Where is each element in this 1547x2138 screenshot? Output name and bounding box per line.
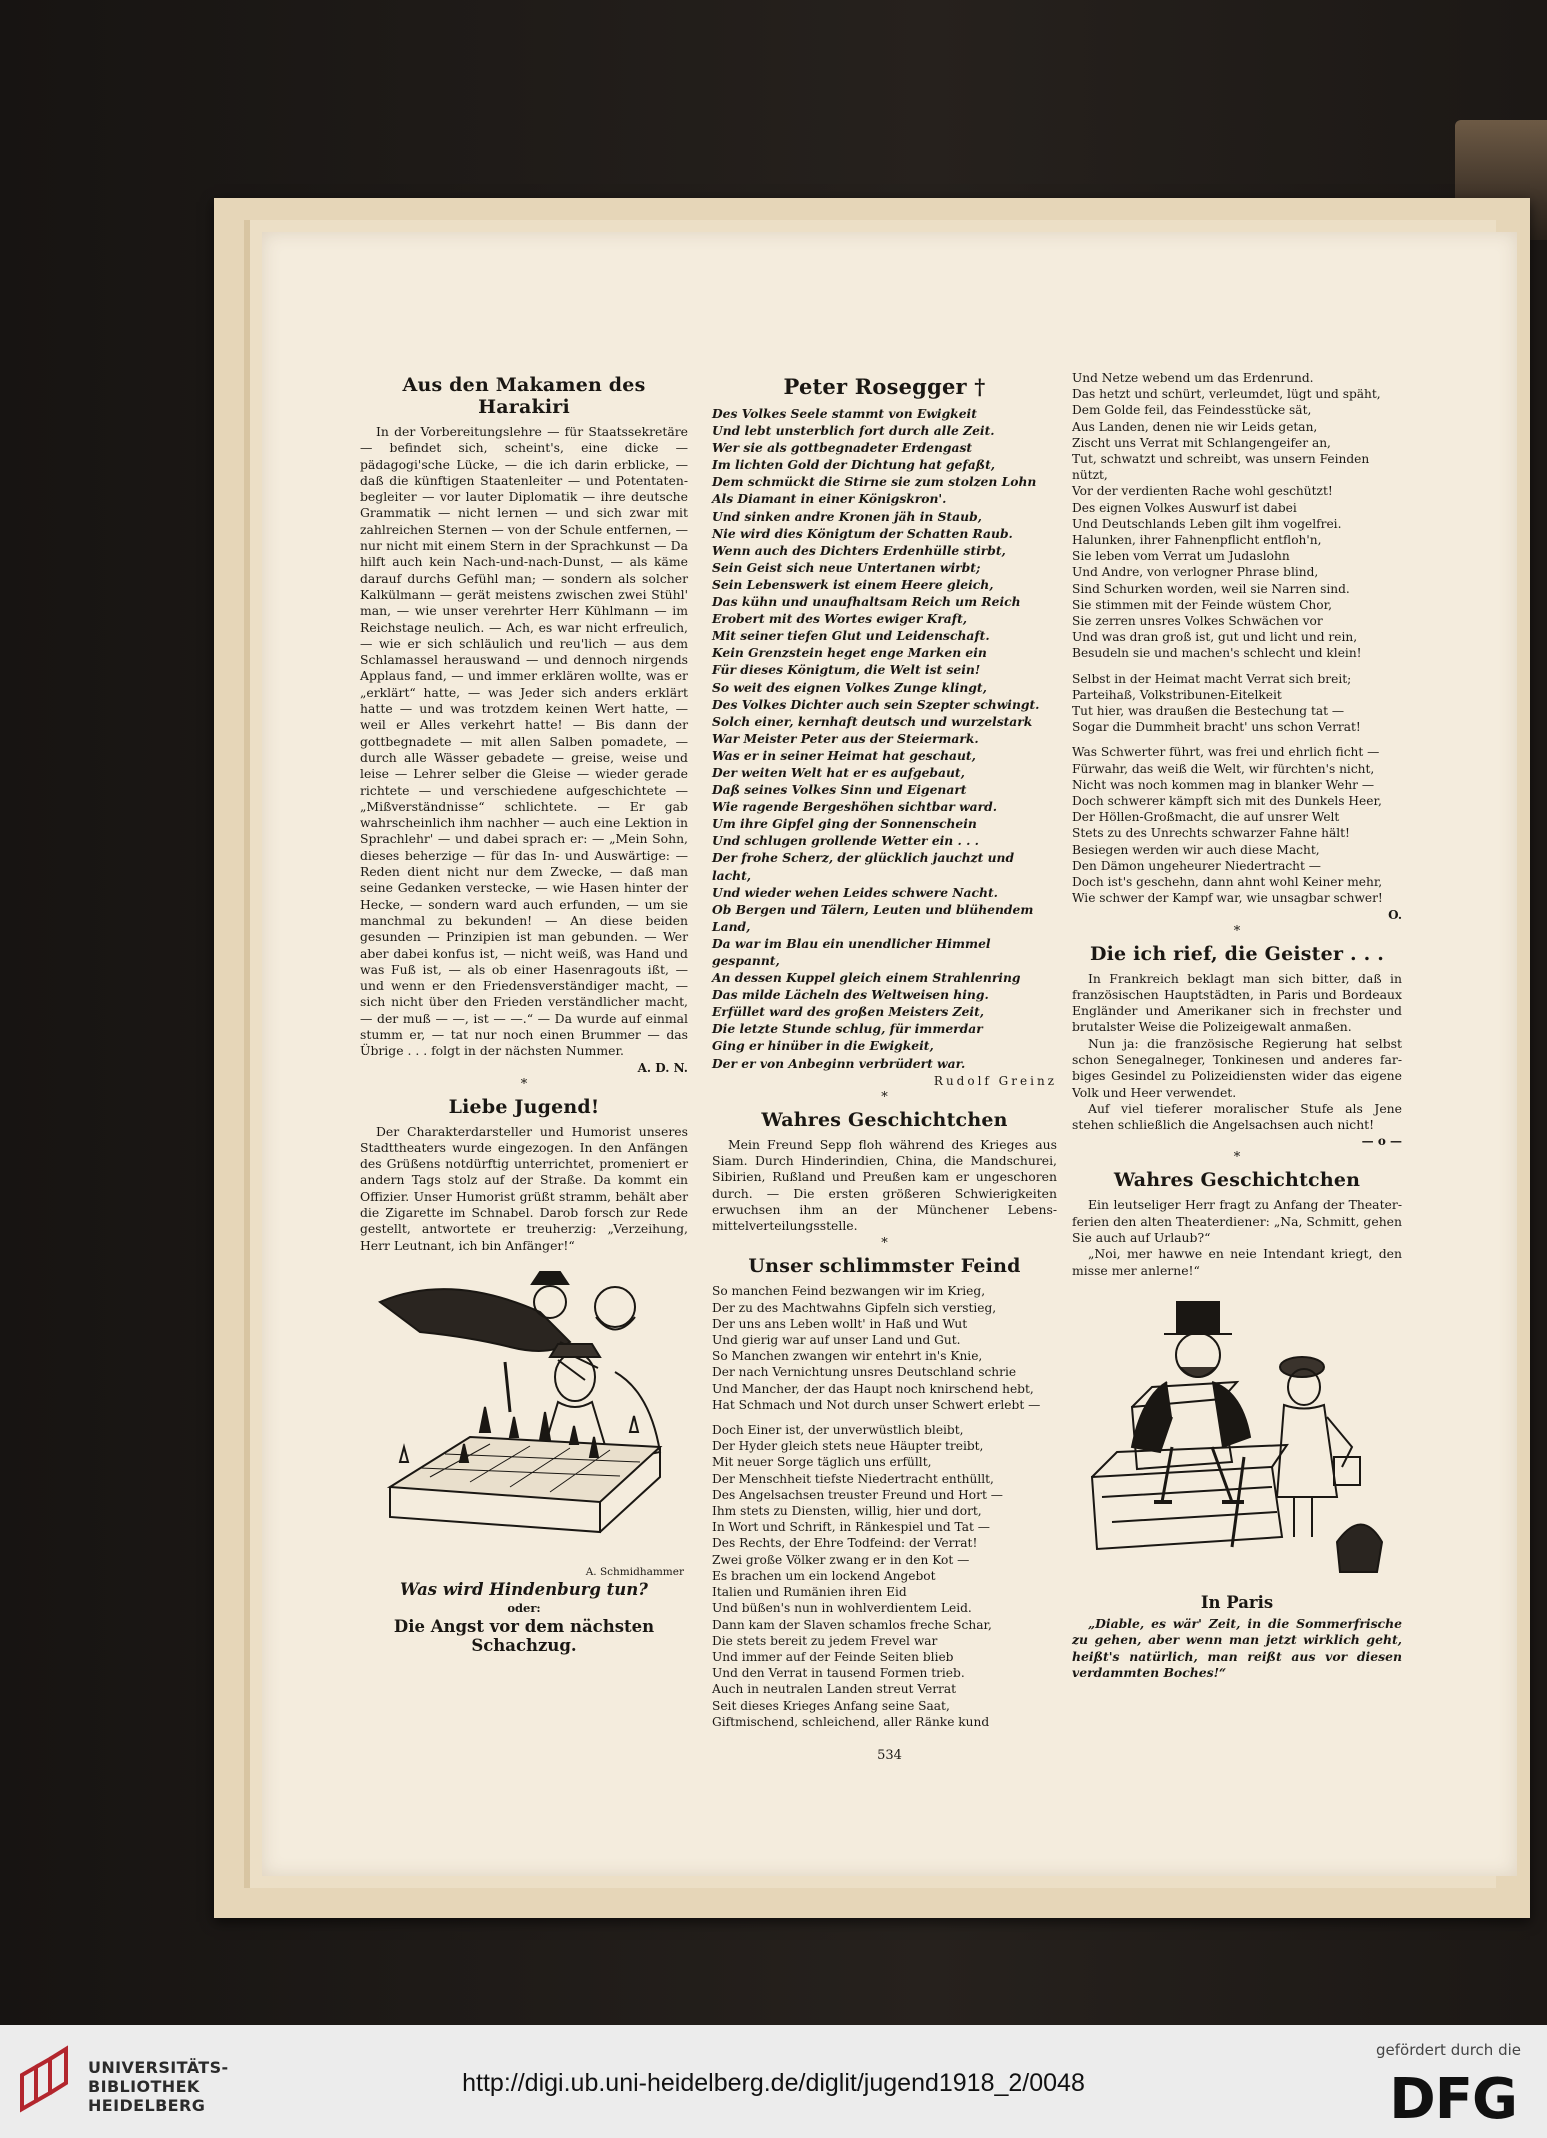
poem-line: Sein Lebenswerk ist einem Heere gleich, <box>712 576 994 592</box>
poem-line: War Meister Peter aus der Steiermark. <box>712 730 979 746</box>
poem-line: Und schlugen grollende Wetter ein . . . <box>712 833 979 849</box>
poem-line: Wie schwer der Kampf war, wie unsagbar schwer! <box>1072 891 1383 906</box>
article-title: Wahres Geschichtchen <box>761 1108 1008 1131</box>
poem-line: Der uns ans Leben wollt' in Haß und Wut <box>712 1316 968 1331</box>
poem-line: Giftmischend, schleichend, aller Ränke kund <box>712 1714 990 1729</box>
university-library-name[interactable]: UNIVERSITÄTS- BIBLIOTHEK HEIDELBERG <box>88 2058 229 2115</box>
poem-line: Des Angelsachsen treuster Freund und Hort — <box>712 1487 1003 1502</box>
poem-line: Der weiten Welt hat er es aufgebaut, <box>712 764 965 780</box>
poem-line: Der nach Vernichtung unsres Deutschland schrie <box>712 1365 1017 1380</box>
column-middle <box>712 370 1057 1730</box>
poem-line: Vor der verdienten Rache wohl geschützt! <box>1072 484 1333 499</box>
poem-line: Daß seines Volkes Sinn und Eigenart <box>712 782 967 798</box>
poem-line: Im lichten Gold der Dichtung hat gefaßt, <box>712 457 996 473</box>
poem-line: Ging er hinüber in die Ewigkeit, <box>712 1038 934 1054</box>
poem-line: Der Menschheit tiefste Niedertracht enthüllt, <box>712 1471 994 1486</box>
poem-line: Mit neuer Sorge täglich uns erfüllt, <box>712 1455 932 1470</box>
page-number: 534 <box>877 1748 902 1763</box>
viewer-footer <box>0 2025 1547 2138</box>
poem-line: Und Netze webend um das Erdenrund. <box>1072 371 1314 385</box>
poem-line: Aus Landen, denen nie wir Leids getan, <box>1072 419 1318 434</box>
poem-line: Das kühn und unaufhaltsam Reich um Reich <box>712 594 1021 610</box>
poem-line: Doch schwerer kämpft sich mit des Dunkels Heer, <box>1072 794 1382 809</box>
poem-line: Das milde Lächeln des Weltweisen hing. <box>712 987 989 1003</box>
poem-line: Und was dran groß ist, gut und licht und rein, <box>1072 630 1358 645</box>
article-body: In der Vorbereitungslehre — für Staatssekretäre — befindet sich, scheint's, eine dicke — pädagogi'sche Lücke, — die ich darin erblicke, — daß die künftigen Staatenleiter — und Potentatenbegleiter — vor lauter Diplomatik — ihre deutsche Grammatik — nicht lernen — und sich zwar mit zahlreichen Sternen — von der Schule entfernen, — nur nicht mit einem Stern in der Sprachkunst — Da hilft auch kein Nach-und-nach-Dunst, — als käme darauf durchs Gefühl man; — sondern als solcher Kalkülmann — gerät meistens zwischen zwei Stühl' man, — wie unser verehrter Herr Kühlmann — im Reichstage neulich. — Ach, es war nicht erfreulich, — wie er sich schläulich und reu'lich — aus dem Schlamassel herauswand — und dennoch nirgends Applaus fand, — und immer erklären wollte, was er „erklärt“ hatte, — was Jeder sich anders erklärt hatte — und was trotzdem keinen Wert hatte, — weil er Alles verkehrt hatte! — Bis dann der gottbegnadete — mit allen Salben pomadete, — durch alle Wässer gebadete — greise, weise und leise — Lehrer selber die Gleise — wieder gerade richtete — und verschiedene aufgeschichtete — „Mißverständnisse“ schlichtete. — Er gab wahrscheinlich ihm nachher — auch eine Lektion in Sprachlehr' — und dabei sprach er: — „Mein Sohn, dieses beherzige — für das In- und Auswärtige: — Reden dient nicht nur dem Zwecke, — daß man seine Gedanken verstecke, — wie Hasen hinter der Hecke, — sondern ward auch erfunden, — um sie manchmal zu bekunden! — An diese beiden gesunden — Prinzipien ist man gebunden. — Wer aber dabei konfus ist, — nicht weiß, was Hand und was Fuß ist, — als ob einer Hasenragouts ißt, — und wenn er den Friedensverständiger macht, — sich nicht über den Frieden verständlicher macht, — der muß — —, ist — —.“ — Da wurde auf einmal stumm er, — tat nur noch einen Brummer — das Übrige . . . folgt in der nächsten Nummer. <box>360 424 688 1059</box>
poem-line: Parteihaß, Volkstribunen-Eitelkeit <box>1072 687 1282 702</box>
poem-line: So manchen Feind bezwangen wir im Krieg, <box>712 1284 986 1299</box>
paris-illustration <box>1072 1287 1402 1591</box>
poem-line: Doch ist's geschehn, dann ahnt wohl Keiner mehr, <box>1072 875 1383 890</box>
poem-line: Sie leben vom Verrat um Judaslohn <box>1072 549 1290 564</box>
poem-line: Der frohe Scherz, der glücklich jauchzt und lacht, <box>712 850 1015 883</box>
illustration-caption: In Paris <box>1200 1592 1274 1612</box>
article-signature: A. D. N. <box>637 1060 688 1075</box>
poem-line: Wenn auch des Dichters Erdenhülle stirbt, <box>712 542 1006 558</box>
poem-line: Der Hyder gleich stets neue Häupter treibt, <box>712 1439 984 1454</box>
illustration-caption-text: „Diable, es wär' Zeit, in die Sommerfrische zu gehen, aber wenn man jetzt wirklich geht, heißt's natürlich, man reißt aus vor diesen verdammten Boches!“ <box>1072 1615 1402 1680</box>
poem-stanza <box>1072 671 1402 736</box>
poem-line: Der Höllen-Großmacht, die auf unsrer Welt <box>1072 810 1340 825</box>
article-title: Die ich rief, die Geister . . . <box>1089 942 1385 965</box>
poem-line: Und sinken andre Kronen jäh in Staub, <box>712 508 982 524</box>
poem-line: Ob Bergen und Tälern, Leuten und blühendem Land, <box>712 901 1034 934</box>
poem-line: Seit dieses Krieges Anfang seine Saat, <box>712 1698 950 1713</box>
poem-line: Mit seiner tiefen Glut und Leidenschaft. <box>712 628 990 644</box>
separator-star: * <box>881 1236 888 1252</box>
article-signature: — o — <box>1361 1134 1402 1149</box>
illustration-caption-connector: oder: <box>507 1600 541 1615</box>
separator-star: * <box>1233 923 1241 939</box>
poem-line: Doch Einer ist, der unverwüstlich bleibt, <box>712 1423 964 1438</box>
poem-line: Sie zerren unsres Volkes Schwächen vor <box>1072 614 1323 629</box>
poem-line: Der er von Anbeginn verbrüdert war. <box>712 1055 966 1071</box>
separator-star: * <box>1233 1150 1241 1166</box>
poem-line: Dem schmückt die Stirne sie zum stolzen Lohn <box>712 474 1037 490</box>
article-title: Liebe Jugend! <box>448 1095 600 1118</box>
poem-line: Der zu des Machtwahns Gipfeln sich verstieg, <box>712 1300 997 1315</box>
poem-line: Die letzte Stunde schlug, für immerdar <box>712 1021 983 1037</box>
poem-line: Die stets bereit zu jedem Frevel war <box>712 1633 938 1648</box>
poem-line: Sogar die Dummheit bracht' uns schon Verrat! <box>1072 720 1361 735</box>
poem-body <box>712 405 1057 1072</box>
poem-title: Peter Rosegger † <box>783 374 986 399</box>
poem-stanza <box>712 1283 1057 1413</box>
poem-line: Was Schwerter führt, was frei und ehrlich ficht — <box>1072 745 1380 760</box>
poem-line: Zischt uns Verrat mit Schlangengeifer an, <box>1072 435 1331 450</box>
illustration-caption: Was wird Hindenburg tun? <box>400 1579 648 1599</box>
poem-line: Und den Verrat in tausend Formen trieb. <box>712 1666 965 1681</box>
separator-star: * <box>881 1089 888 1105</box>
poem-line: Nicht was noch kommen mag in blanker Wehr — <box>1072 777 1375 792</box>
article-title: Aus den Makamen des Harakiri <box>402 374 646 418</box>
poem-line: Sie stimmen mit der Feinde wüstem Chor, <box>1072 597 1332 612</box>
poem-line: Des Volkes Seele stammt von Ewigkeit <box>712 406 977 421</box>
poem-line: Besudeln sie und machen's schlecht und klein! <box>1072 646 1362 661</box>
poem-line: Was er in seiner Heimat hat geschaut, <box>712 747 976 763</box>
poem-line: Für dieses Königtum, die Welt ist sein! <box>712 662 981 678</box>
poem-line: Das hetzt und schürt, verleumdet, lügt und späht, <box>1072 387 1381 402</box>
poem-line: Und wieder wehen Leides schwere Nacht. <box>712 884 998 900</box>
poem-line: Solch einer, kernhaft deutsch und wurzelstark <box>712 713 1033 729</box>
poem-line: An dessen Kuppel gleich einem Strahlenring <box>712 970 1021 986</box>
poem-line: Tut hier, was draußen die Bestechung tat — <box>1072 704 1345 719</box>
artist-credit: A. Schmidhammer <box>585 1565 684 1578</box>
poem-line: Und gierig war auf unser Land und Gut. <box>712 1333 961 1348</box>
paris-drawing <box>1072 1287 1402 1587</box>
chess-drawing <box>360 1262 688 1562</box>
poem-title: Unser schlimmster Feind <box>748 1255 1021 1278</box>
poem-line: Tut, schwatzt und schreibt, was unsern Feinden nützt, <box>1072 452 1370 483</box>
article-body: In Frankreich beklagt man sich bitter, daß in französischen Hauptstädten, in Paris und Bordeaux Engländer und Amerikaner sich in frechster und brutalster Weise die Polizeigewalt anmaßen. Nun ja: die französische Regierung hat selbst schon Senegalneger, Tonkinesen und anderes farbiges Gesindel zu Polizeidiensten wider das eigene Volk und Heer verwendet. Auf viel tieferer moralischer Stufe als Jene stehen schließlich die Angelsachsen auch nicht! <box>1072 970 1402 1133</box>
permalink-url[interactable]: http://digi.ub.uni-heidelberg.de/diglit/jugend1918_2/0048 <box>462 2069 1085 2097</box>
article-title: Wahres Geschichtchen <box>1113 1169 1361 1192</box>
poem-line: Des eignen Volkes Auswurf ist dabei <box>1072 500 1297 515</box>
poem-line: Zwei große Völker zwang er in den Kot — <box>712 1552 970 1567</box>
poem-author: Rudolf Greinz <box>933 1073 1057 1088</box>
poem-line: Besiegen werden wir auch diese Macht, <box>1072 842 1320 857</box>
magazine-page <box>262 232 1517 1876</box>
poem-line: Ihm stets zu Diensten, willig, hier und dort, <box>712 1504 982 1519</box>
poem-line: Sein Geist sich neue Untertanen wirbt; <box>712 559 981 575</box>
poem-line: Da war im Blau ein unendlicher Himmel gespannt, <box>712 935 991 968</box>
poem-line: Und Deutschlands Leben gilt ihm vogelfrei. <box>1072 516 1342 531</box>
column-right <box>1072 370 1402 1681</box>
poem-signature: O. <box>1388 907 1402 922</box>
poem-line: Erfüllet ward des großen Meisters Zeit, <box>712 1004 985 1020</box>
poem-line: Kein Grenzstein heget enge Marken ein <box>712 645 987 661</box>
article-body: Mein Freund Sepp floh während des Krieges aus Siam. Durch Hinderindien, China, die Mandschurei, Sibirien, Rußland und Preußen kam er ungeschoren durch. — Die ersten größeren Schwierigkeiten erwuchsen ihm an der Münchener Lebensmittelverteilungsstelle. <box>712 1136 1057 1234</box>
poem-line: Und immer auf der Feinde Seiten blieb <box>712 1649 954 1664</box>
poem-line: Halunken, ihrer Fahnenpflicht entfloh'n, <box>1072 533 1322 548</box>
poem-line: Es brachen um ein lockend Angebot <box>712 1568 936 1583</box>
funding-note: gefördert durch die <box>1376 2041 1521 2059</box>
dfg-logo[interactable]: DFG <box>1389 2067 1517 2132</box>
poem-line: Italien und Rumänien ihren Eid <box>712 1585 907 1600</box>
column-left <box>360 370 688 1655</box>
poem-stanza <box>712 1422 1057 1730</box>
poem-line: In Wort und Schrift, in Ränkespiel und Tat — <box>712 1520 990 1535</box>
poem-line: Dann kam der Slaven schamlos freche Schar, <box>712 1617 992 1632</box>
article-body: Ein leutseliger Herr fragt zu Anfang der Theaterferien den alten Theaterdiener: „Na, Schmitt, gehen Sie auch auf Urlaub?“ „Noi, mer hawwe en neie Intendant kriegt, den misse mer anlerne!“ <box>1072 1197 1402 1278</box>
poem-line: Wer sie als gottbegnadeter Erdengast <box>712 440 973 456</box>
poem-line: Hat Schmach und Not durch unser Schwert erlebt — <box>712 1397 1041 1412</box>
poem-line: So Manchen zwangen wir entehrt in's Knie, <box>712 1349 983 1364</box>
poem-line: Auch in neutralen Landen streut Verrat <box>712 1682 957 1697</box>
poem-line: Und büßen's nun in wohlverdientem Leid. <box>712 1601 972 1616</box>
poem-line: Und Mancher, der das Haupt noch knirschend hebt, <box>712 1381 1034 1396</box>
poem-line: Und lebt unsterblich fort durch alle Zeit. <box>712 423 995 439</box>
poem-line: Den Dämon ungeheurer Niedertracht — <box>1072 858 1321 873</box>
separator-star: * <box>520 1076 528 1092</box>
poem-line: Dem Golde feil, das Feindesstücke sät, <box>1072 403 1312 418</box>
poem-line: Nie wird dies Königtum der Schatten Raub. <box>712 525 1013 541</box>
poem-line: Stets zu des Unrechts schwarzer Fahne hält! <box>1072 826 1350 841</box>
article-body: Der Charakterdarsteller und Humorist unseres Stadttheaters wurde eingezogen. In den Anfängen des Grüßens notdürftig unterrichtet, promeniert er andern Tags stolz auf der Straße. Da kommt ein Offizier. Unser Humorist grüßt stramm, behält aber die Zigarette im Schnabel. Darob forsch zur Rede gestellt, antwortete er treuherzig: „Verzeihung, Herr Leutnant, ich bin Anfänger!“ <box>360 1123 688 1253</box>
poem-line: Erobert mit des Wortes ewiger Kraft, <box>712 611 968 627</box>
poem-line: Und Andre, von verlogner Phrase blind, <box>1072 565 1319 580</box>
poem-line: Um ihre Gipfel ging der Sonnenschein <box>712 816 977 832</box>
poem-line: Selbst in der Heimat macht Verrat sich breit; <box>1072 671 1352 686</box>
poem-line: Fürwahr, das weiß die Welt, wir fürchten's nicht, <box>1072 761 1375 776</box>
poem-line: Wie ragende Bergeshöhen sichtbar ward. <box>712 799 997 815</box>
poem-line: Des Rechts, der Ehre Todfeind: der Verrat! <box>712 1536 978 1551</box>
poem-line: Des Volkes Dichter auch sein Szepter schwingt. <box>712 696 1040 712</box>
poem-line: Als Diamant in einer Königskron'. <box>712 491 947 507</box>
poem-line: So weit des eignen Volkes Zunge klingt, <box>712 679 987 695</box>
chess-illustration <box>360 1262 688 1578</box>
poem-stanza <box>1072 370 1402 662</box>
illustration-caption-subtitle: Die Angst vor dem nächsten Schachzug. <box>393 1616 655 1655</box>
poem-stanza <box>1072 744 1402 906</box>
poem-line: Sind Schurken worden, weil sie Narren sind. <box>1072 581 1350 596</box>
